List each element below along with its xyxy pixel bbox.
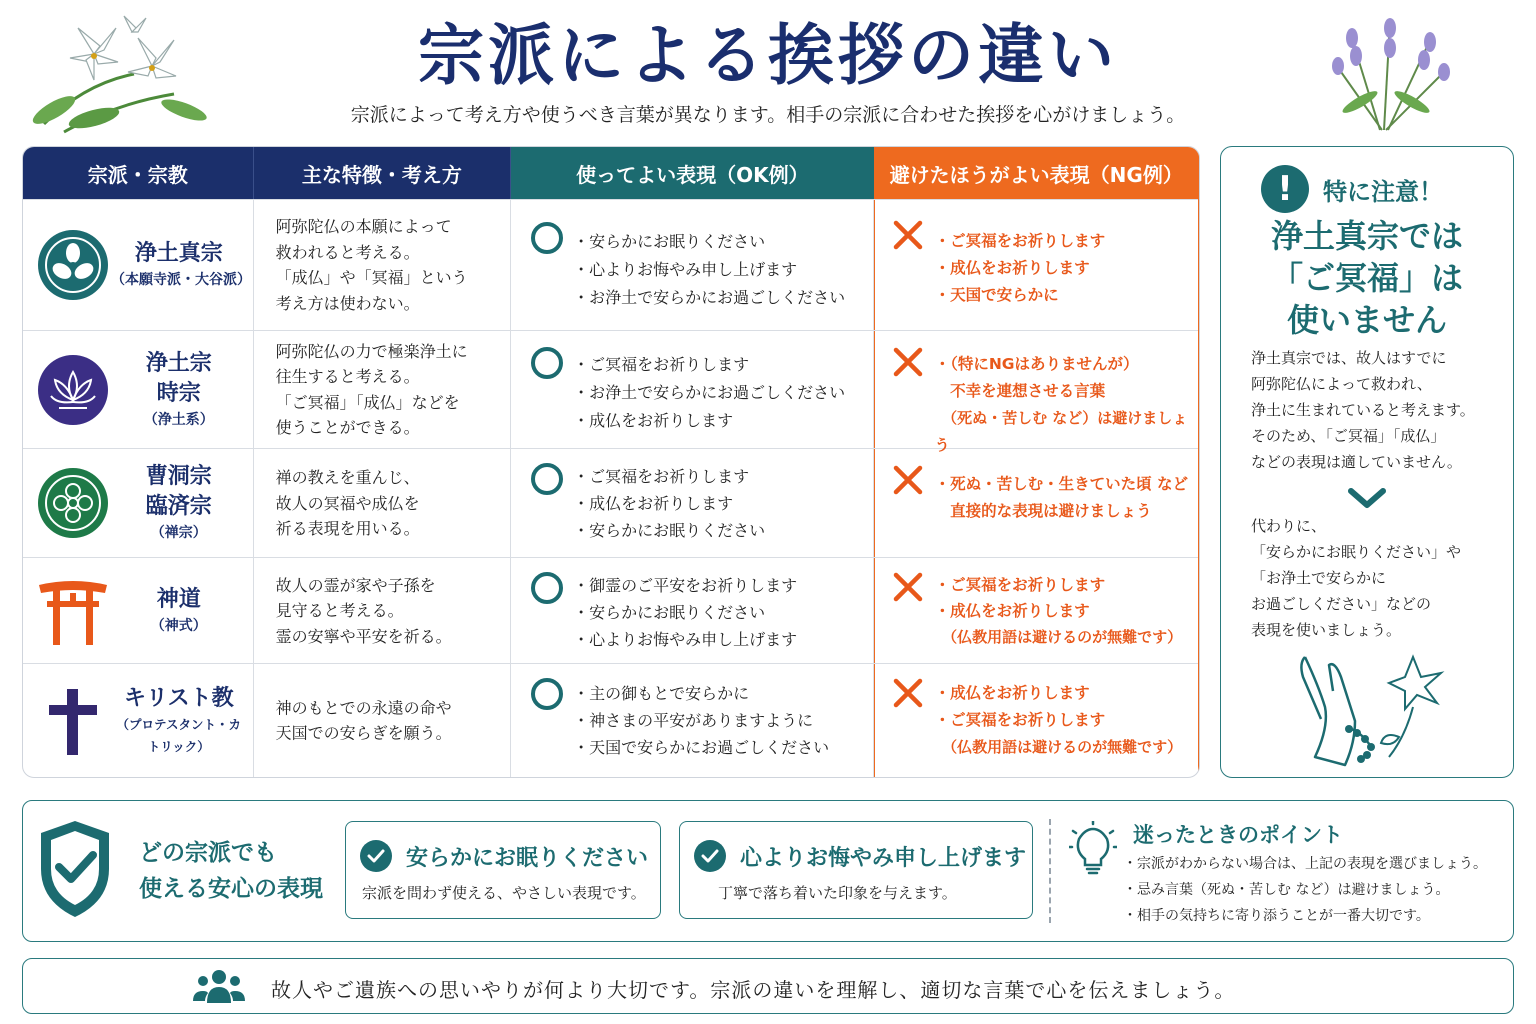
feature-line: 天国での安らぎを願う。 [275,723,452,743]
tip-item: ・相手の気持ちに寄り添うことが一番大切です。 [1123,908,1430,924]
ok-cell [511,664,873,777]
feature-line: 祈る表現を用いる。 [275,518,420,538]
caution-headline: 「ご冥福」は [1270,259,1463,297]
safe-title-line: どの宗派でも [139,840,277,866]
religion-cell [23,664,254,777]
check-circle-icon [694,840,726,872]
feature-line: 見守ると考える。 [275,600,404,620]
ng-cell [874,449,1199,557]
safe-phrase-desc: 丁寧で落ち着いた印象を与えます。 [718,884,957,902]
caution-label: 特に注意！ [1323,177,1443,206]
cross-icon [37,685,109,757]
footer-banner [22,958,1514,1014]
praying-hands-icon [1285,647,1445,771]
header-religion: 宗派・宗教 [23,147,254,199]
caution-headline: 浄土真宗では [1270,217,1463,255]
page-subtitle: 宗派によって考え方や使うべき言葉が異なります。相手の宗派に合わせた挨拶を心がけましょう。 [350,104,1186,126]
feature-line: 神のもとでの永遠の命や [275,698,452,717]
ok-phrase: ・主の御もとで安らかに [573,684,750,703]
ng-phrase: ・（特にNGはありませんが） [934,355,1139,373]
header-ng: 避けたほうがよい表現（NG例） [874,147,1199,199]
ng-phrase: ・成仏をお祈りします [934,684,1090,702]
safe-phrase-title: 安らかにお眠りください [406,845,649,871]
features-cell [254,664,512,777]
religion-sub: （浄土系） [143,411,214,428]
lotus-icon [37,354,109,426]
ng-phrase: ・ご冥福をお祈りします [934,576,1106,594]
ok-phrase: ・成仏をお祈りします [573,411,734,430]
caution-text: 「安らかにお眠りください」や [1251,543,1462,561]
people-icon [193,967,245,1007]
caution-text: 浄土真宗では、故人はすでに [1251,349,1447,367]
religion-sub: （本願寺派・大谷派） [111,272,251,288]
religion-name: 浄土宗 [145,350,212,376]
table-row [23,557,1199,663]
table-row [23,448,1199,557]
circle-ok-icon [531,347,563,379]
ok-phrase: ・安らかにお眠りください [573,521,766,540]
feature-line: 阿弥陀仏の本願によって [275,217,452,236]
ng-phrase: （仏教用語は避けるのが無難です） [934,738,1183,756]
ok-phrase: ・神さまの平安がありますように [573,711,814,730]
exclamation-icon: ! [1261,165,1309,213]
cross-ng-icon [893,465,923,495]
feature-line: 救われると考える。 [275,242,420,262]
features-cell [254,200,512,330]
feature-line: 考え方は使わない。 [275,293,420,313]
ok-phrase: ・お浄土で安らかにお過ごしください [573,288,846,307]
religion-sub: （禅宗） [150,525,207,541]
ok-phrase: ・心よりお悔やみ申し上げます [573,630,798,649]
ok-phrase: ・ご冥福をお祈りします [573,355,750,374]
tip-item: ・忌み言葉（死ぬ・苦しむ など）は避けましょう。 [1123,882,1450,898]
religion-name: 浄土真宗 [134,241,223,266]
ng-phrase: ・ご冥福をお祈りします [934,232,1106,250]
footer-text: 故人やご遺族への思いやりが何より大切です。宗派の違いを理解し、適切な言葉で心を伝えましょう。 [271,978,1236,1002]
ok-phrase: ・安らかにお眠りください [573,603,766,622]
ok-cell [511,558,873,663]
ng-cell [874,200,1199,330]
cross-ng-icon [893,572,923,602]
religion-cell [23,331,254,448]
religion-name: 時宗 [156,380,201,406]
lavender-illustration [1320,12,1460,132]
ng-cell [874,558,1199,663]
table-header [23,147,1199,199]
ng-cell [874,664,1199,777]
feature-line: 使うことができる。 [275,418,420,437]
caution-text: 「お浄土で安らかに [1251,569,1387,587]
tip-item: ・宗派がわからない場合は、上記の表現を選びましょう。 [1123,856,1487,872]
circle-ok-icon [531,678,563,710]
feature-line: 阿弥陀仏の力で極楽浄土に [275,341,468,361]
page-title: 宗派による挨拶の違い [418,17,1118,94]
table-row [23,330,1199,454]
feature-line: 霊の安寧や平安を祈る。 [275,626,452,646]
chevron-down-icon [1347,487,1387,511]
sect-comparison-table [22,146,1200,778]
religion-cell [23,449,254,557]
safe-phrase-card [345,821,661,919]
feature-line: 「ご冥福」「成仏」などを [275,392,460,412]
ok-phrase: ・安らかにお眠りください [573,232,766,251]
religion-name: 曹洞宗 [145,464,212,489]
ok-phrase: ・天国で安らかにお過ごしください [573,738,830,757]
religion-sub: （プロテスタント・カトリック） [116,716,242,754]
safe-expressions-panel [22,800,1514,942]
safe-phrase-card [679,821,1033,919]
feature-line: 「成仏」や「冥福」という [275,268,468,287]
feature-line: 故人の霊が家や子孫を [275,575,436,595]
safe-phrase-desc: 宗派を問わず使える、やさしい表現です。 [362,884,646,902]
ng-phrase: ・天国で安らかに [934,286,1059,304]
family-crest-icon [37,229,109,301]
ok-phrase: ・お浄土で安らかにお過ごしください [573,383,846,402]
torii-icon [37,575,109,647]
cross-ng-icon [893,678,923,708]
circle-ok-icon [531,572,563,604]
religion-cell [23,200,254,330]
features-cell [254,449,512,557]
ng-phrase: ・死ぬ・苦しむ・生きていた頃 など [934,475,1188,493]
feature-line: 禅の教えを重んじ、 [275,467,420,487]
ng-cell [874,331,1199,454]
lily-illustration [24,14,224,138]
ok-cell [511,331,873,448]
ok-cell [511,200,873,330]
ok-phrase: ・御霊のご平安をお祈りします [573,576,798,595]
safe-phrase-title: 心よりお悔やみ申し上げます [740,845,1027,871]
ok-phrase: ・心よりお悔やみ申し上げます [573,260,798,279]
circle-ok-icon [531,222,563,254]
ng-phrase: 直接的な表現は避けましょう [934,502,1152,520]
header-features: 主な特徴・考え方 [254,147,512,199]
shield-check-icon [37,817,113,921]
zen-crest-icon [37,467,109,539]
religion-name: 臨済宗 [145,494,212,519]
features-cell [254,331,512,448]
check-circle-icon [360,840,392,872]
safe-title-line: 使える安心の表現 [139,876,323,902]
tips-title: 迷ったときのポイント [1133,823,1343,847]
table-row [23,199,1199,330]
ok-phrase: ・成仏をお祈りします [573,494,734,513]
feature-line: 故人の冥福や成仏を [275,493,420,513]
ng-phrase: （仏教用語は避けるのが無難です） [934,628,1183,646]
header-ok: 使ってよい表現（OK例） [511,147,873,199]
religion-sub: （神式） [150,617,207,634]
ng-phrase: （死ぬ・苦しむ など）は避けましょう [934,409,1188,454]
table-row [23,663,1199,777]
ng-phrase: ・成仏をお祈りします [934,602,1090,620]
ng-phrase: ・成仏をお祈りします [934,259,1090,277]
features-cell [254,558,512,663]
ok-phrase: ・ご冥福をお祈りします [573,467,750,486]
ng-phrase: ・ご冥福をお祈りします [934,711,1106,729]
ng-phrase: 不幸を連想させる言葉 [934,382,1106,400]
caution-headline: 使いません [1286,301,1447,339]
circle-ok-icon [531,463,563,495]
divider [1049,819,1051,923]
religion-name: 神道 [156,586,201,612]
caution-text: 浄土に生まれていると考えます。 [1251,401,1475,419]
caution-panel [1220,146,1514,778]
caution-text: 表現を使いましょう。 [1251,621,1402,639]
caution-text: 阿弥陀仏によって救われ、 [1251,375,1432,393]
caution-text: などの表現は適していません。 [1251,453,1462,471]
religion-name: キリスト教 [124,685,234,711]
religion-cell [23,558,254,663]
caution-text: 代わりに、 [1251,517,1327,535]
cross-ng-icon [893,347,923,377]
caution-text: そのため、「ご冥福」「成仏」 [1251,427,1446,445]
ok-cell [511,449,873,557]
caution-text: お過ごしください」などの [1251,595,1432,613]
cross-ng-icon [893,220,923,250]
lightbulb-icon [1069,821,1117,877]
feature-line: 往生すると考える。 [275,367,420,386]
